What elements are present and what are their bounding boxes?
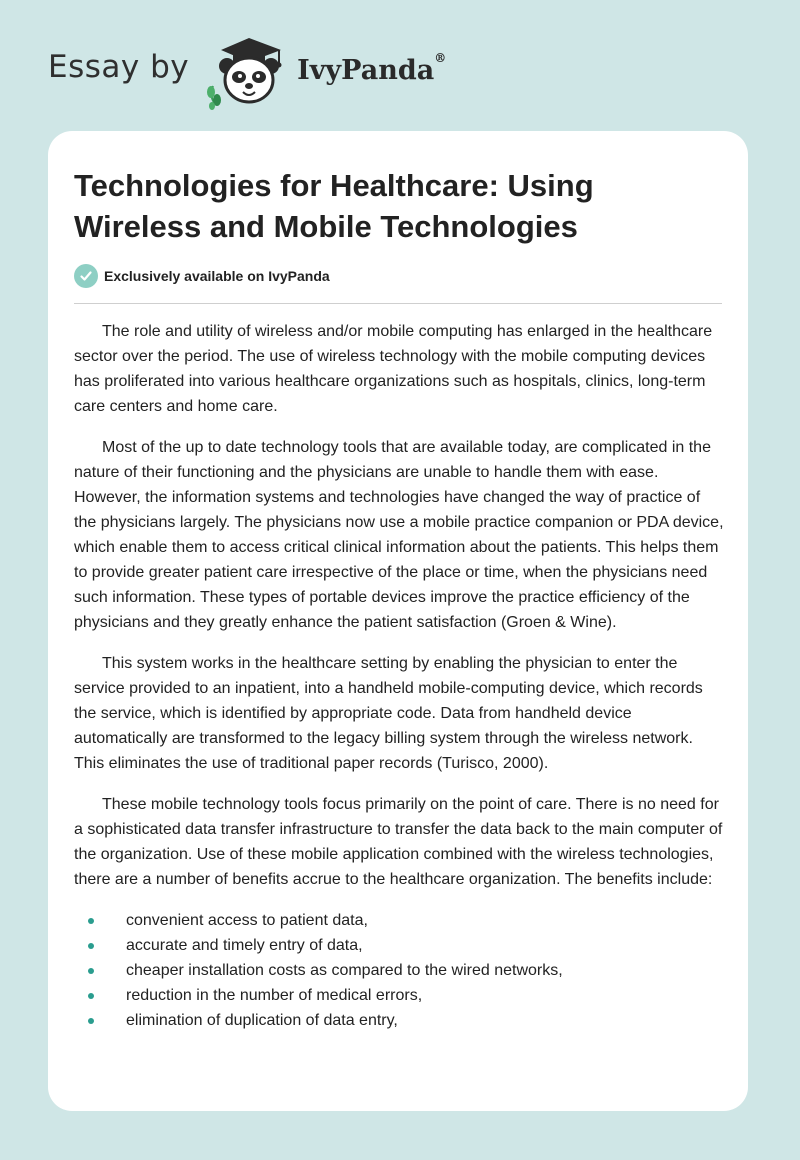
article-card	[48, 131, 748, 1111]
paragraph: Most of the up to date technology tools that are available today, are complicated in the nature of their functioning and the physicians are unable to handle them with ease. However, the information systems and technologies have changed the way of practice of the physicians largely. The physicians now use a mobile practice companion or PDA device, which enable them to access critical clinical information about the patients. This helps them to provide greater patient care irrespective of the place or time, when the physicians need such information. These types of portable devices improve the practice efficiency of the physicians and they greatly enhance the patient satisfaction (Groen & Wine).	[74, 439, 724, 631]
ivypanda-logo-icon[interactable]	[203, 30, 295, 110]
list-item	[74, 933, 726, 958]
registered-mark: ®	[434, 50, 447, 65]
bullet-icon	[88, 968, 94, 974]
list-item-text: cheaper installation costs as compared to the wired networks,	[126, 962, 563, 979]
list-item	[74, 1008, 726, 1033]
paragraph: This system works in the healthcare setting by enabling the physician to enter the service provided to an inpatient, into a handheld mobile-computing device, which records the service, which is identified by appropriate code. Data from handheld device automatically are transformed to the legacy billing system through the wireless network. This eliminates the use of traditional paper records (Turisco, 2000).	[74, 655, 703, 772]
site-header	[48, 30, 446, 110]
check-icon	[74, 264, 98, 288]
exclusive-badge	[74, 264, 330, 288]
list-item	[74, 908, 726, 933]
bullet-icon	[88, 1018, 94, 1024]
bullet-icon	[88, 943, 94, 949]
brand-text: IvyPanda	[297, 54, 435, 86]
essay-by-label: Essay by	[48, 49, 190, 85]
list-item-text: reduction in the number of medical errors,	[126, 987, 423, 1004]
exclusive-label: Exclusively available on IvyPanda	[104, 268, 330, 284]
article-title: Technologies for Healthcare: Using Wireless and Mobile Technologies	[74, 168, 594, 244]
paragraph: These mobile technology tools focus primarily on the point of care. There is no need for a sophisticated data transfer infrastructure to transfer the data back to the main computer of the organization. Use of these mobile application combined with the wireless technologies, there are a number of benefits accrue to the healthcare organization. The benefits include:	[74, 796, 723, 888]
bullet-icon	[88, 918, 94, 924]
list-item	[74, 983, 726, 1008]
list-item-text: accurate and timely entry of data,	[126, 937, 363, 954]
brand-name[interactable]	[297, 50, 447, 86]
divider	[74, 303, 722, 304]
list-item-text: elimination of duplication of data entry,	[126, 1012, 398, 1029]
article-body	[74, 319, 726, 1033]
benefits-list	[74, 908, 726, 1033]
bullet-icon	[88, 993, 94, 999]
list-item-text: convenient access to patient data,	[126, 912, 368, 929]
list-item	[74, 958, 726, 983]
paragraph: The role and utility of wireless and/or mobile computing has enlarged in the healthcare sector over the period. The use of wireless technology with the mobile computing devices has proliferated into various healthcare organizations such as hospitals, clinics, long-term care centers and home care.	[74, 323, 713, 415]
